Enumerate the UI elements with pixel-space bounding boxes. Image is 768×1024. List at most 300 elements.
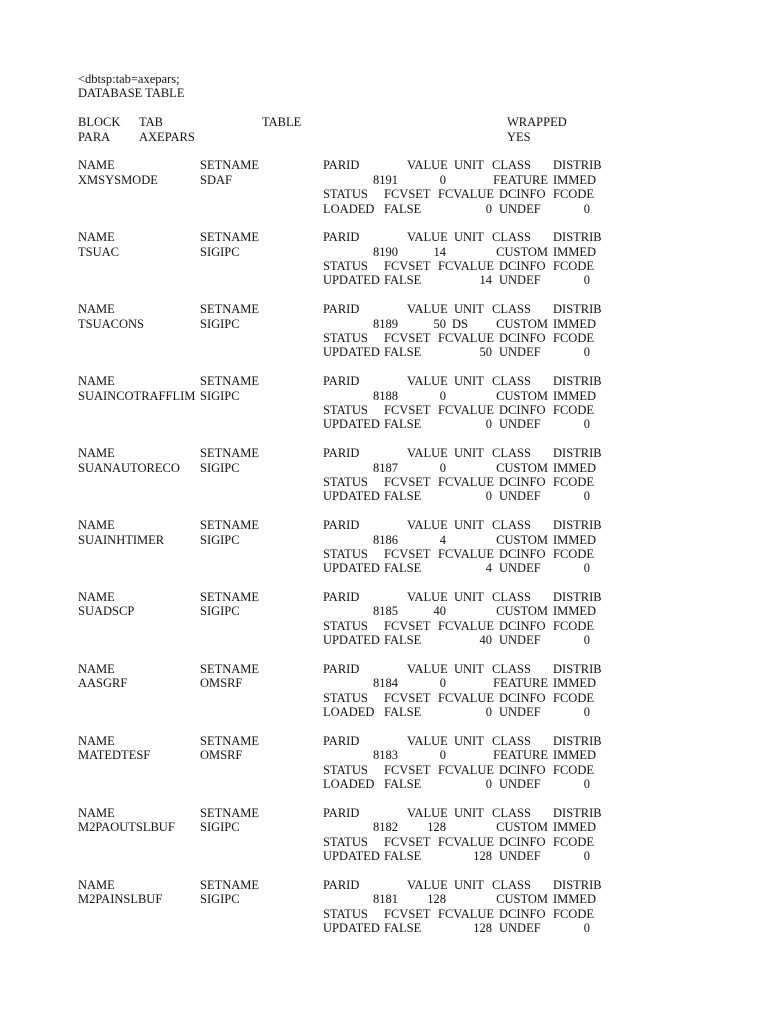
record-values-line (78, 892, 758, 906)
parameter-record (78, 863, 758, 935)
name-label: NAME (78, 805, 115, 820)
spacer (78, 144, 758, 158)
param-fcvset: FALSE (384, 273, 422, 288)
distrib-label: DISTRIB (553, 518, 602, 533)
param-parid: 8185 (373, 604, 398, 619)
param-fcvset: FALSE (384, 489, 422, 504)
value-label: VALUE (407, 877, 448, 892)
param-value: 4 (439, 532, 446, 547)
spacer (78, 504, 758, 518)
fcvset-label: FCVSET (384, 187, 431, 202)
param-fcvalue: 0 (485, 777, 492, 792)
param-status: UPDATED (323, 273, 380, 288)
param-dcinfo: UNDEF (499, 921, 541, 936)
table-title: DATABASE TABLE (78, 86, 185, 101)
param-status: UPDATED (323, 921, 380, 936)
value-label: VALUE (407, 662, 448, 677)
parid-label: PARID (323, 158, 360, 173)
col-table-label: TABLE (262, 115, 302, 130)
fcode-label: FCODE (553, 187, 594, 202)
unit-label: UNIT (454, 230, 484, 245)
name-label: NAME (78, 374, 115, 389)
record-header-line (78, 590, 758, 604)
unit-label: UNIT (454, 374, 484, 389)
parameter-record (78, 648, 758, 720)
param-fcvset: FALSE (384, 777, 422, 792)
record-values-line (78, 604, 758, 618)
tab-value: AXEPARS (139, 129, 195, 144)
parameter-record (78, 216, 758, 288)
param-class: CUSTOM (496, 460, 548, 475)
class-label: CLASS (492, 733, 531, 748)
dcinfo-label: DCINFO (499, 762, 546, 777)
param-parid: 8190 (373, 244, 398, 259)
name-label: NAME (78, 158, 115, 173)
class-label: CLASS (492, 590, 531, 605)
command-text: <dbtsp:tab=axepars; (78, 72, 180, 86)
param-name: M2PAOUTSLBUF (78, 820, 175, 835)
status-label: STATUS (323, 187, 368, 202)
distrib-label: DISTRIB (553, 230, 602, 245)
name-label: NAME (78, 230, 115, 245)
record-status-header-line (78, 331, 758, 345)
param-setname: SDAF (200, 172, 232, 187)
fcode-label: FCODE (553, 331, 594, 346)
param-dcinfo: UNDEF (499, 489, 541, 504)
class-label: CLASS (492, 805, 531, 820)
param-value: 0 (439, 460, 446, 475)
param-distrib: IMMED (553, 532, 597, 547)
fcode-label: FCODE (553, 546, 594, 561)
class-label: CLASS (492, 662, 531, 677)
header-command-line (78, 72, 758, 86)
param-status: UPDATED (323, 561, 380, 576)
parid-label: PARID (323, 590, 360, 605)
fcvset-label: FCVSET (384, 834, 431, 849)
record-status-header-line (78, 259, 758, 273)
param-parid: 8181 (373, 892, 398, 907)
parameter-record (78, 504, 758, 576)
record-header-line (78, 662, 758, 676)
distrib-label: DISTRIB (553, 446, 602, 461)
value-label: VALUE (407, 518, 448, 533)
fcvalue-label: FCVALUE (438, 402, 495, 417)
status-label: STATUS (323, 834, 368, 849)
param-fcode: 0 (583, 417, 590, 432)
status-label: STATUS (323, 906, 368, 921)
parameter-record (78, 576, 758, 648)
param-fcvalue: 0 (485, 489, 492, 504)
param-setname: SIGIPC (200, 460, 240, 475)
dcinfo-label: DCINFO (499, 834, 546, 849)
param-dcinfo: UNDEF (499, 201, 541, 216)
dcinfo-label: DCINFO (499, 690, 546, 705)
param-class: FEATURE (493, 172, 548, 187)
parid-label: PARID (323, 877, 360, 892)
param-distrib: IMMED (553, 820, 597, 835)
param-setname: SIGIPC (200, 892, 240, 907)
record-header-line (78, 230, 758, 244)
value-label: VALUE (407, 302, 448, 317)
class-label: CLASS (492, 446, 531, 461)
param-dcinfo: UNDEF (499, 273, 541, 288)
record-status-header-line (78, 619, 758, 633)
param-distrib: IMMED (553, 316, 597, 331)
param-fcode: 0 (583, 633, 590, 648)
param-dcinfo: UNDEF (499, 561, 541, 576)
param-fcvalue: 4 (485, 561, 492, 576)
param-status: UPDATED (323, 489, 380, 504)
param-status: UPDATED (323, 345, 380, 360)
fcvalue-label: FCVALUE (438, 331, 495, 346)
fcvalue-label: FCVALUE (438, 906, 495, 921)
unit-label: UNIT (454, 590, 484, 605)
parid-label: PARID (323, 662, 360, 677)
name-label: NAME (78, 733, 115, 748)
record-status-header-line (78, 835, 758, 849)
record-status-values-line (78, 345, 758, 359)
param-name: AASGRF (78, 676, 128, 691)
record-status-header-line (78, 187, 758, 201)
param-fcode: 0 (583, 705, 590, 720)
spacer (78, 576, 758, 590)
unit-label: UNIT (454, 518, 484, 533)
status-label: STATUS (323, 402, 368, 417)
param-setname: SIGIPC (200, 316, 240, 331)
status-label: STATUS (323, 546, 368, 561)
param-distrib: IMMED (553, 460, 597, 475)
param-class: CUSTOM (496, 820, 548, 835)
dcinfo-label: DCINFO (499, 259, 546, 274)
fcode-label: FCODE (553, 690, 594, 705)
param-parid: 8183 (373, 748, 398, 763)
unit-label: UNIT (454, 877, 484, 892)
param-fcode: 0 (583, 489, 590, 504)
name-label: NAME (78, 302, 115, 317)
param-fcvset: FALSE (384, 201, 422, 216)
dcinfo-label: DCINFO (499, 474, 546, 489)
value-label: VALUE (407, 805, 448, 820)
setname-label: SETNAME (200, 446, 260, 461)
setname-label: SETNAME (200, 877, 260, 892)
fcvset-label: FCVSET (384, 402, 431, 417)
param-fcode: 0 (583, 345, 590, 360)
record-values-line (78, 533, 758, 547)
setname-label: SETNAME (200, 733, 260, 748)
parid-label: PARID (323, 446, 360, 461)
col-tab-label: TAB (139, 115, 163, 130)
param-setname: SIGIPC (200, 604, 240, 619)
value-label: VALUE (407, 590, 448, 605)
param-value: 50 (433, 316, 446, 331)
status-label: STATUS (323, 762, 368, 777)
unit-label: UNIT (454, 158, 484, 173)
param-fcvalue: 50 (479, 345, 492, 360)
fcvset-label: FCVSET (384, 546, 431, 561)
fcode-label: FCODE (553, 259, 594, 274)
record-status-values-line (78, 777, 758, 791)
param-setname: OMSRF (200, 748, 243, 763)
parameter-record (78, 144, 758, 216)
param-dcinfo: UNDEF (499, 633, 541, 648)
record-status-values-line (78, 561, 758, 575)
parid-label: PARID (323, 518, 360, 533)
record-status-values-line (78, 417, 758, 431)
parid-label: PARID (323, 805, 360, 820)
param-name: SUANAUTORECO (78, 460, 180, 475)
parameter-record (78, 432, 758, 504)
param-distrib: IMMED (553, 892, 597, 907)
status-label: STATUS (323, 618, 368, 633)
col-block-label: BLOCK (78, 115, 121, 130)
unit-label: UNIT (454, 733, 484, 748)
parid-label: PARID (323, 374, 360, 389)
records-list (78, 144, 758, 935)
header-columns-line (78, 115, 758, 129)
fcvalue-label: FCVALUE (438, 690, 495, 705)
record-status-header-line (78, 403, 758, 417)
distrib-label: DISTRIB (553, 374, 602, 389)
record-header-line (78, 302, 758, 316)
param-status: LOADED (323, 777, 375, 792)
param-name: SUAINCOTRAFFLIM (78, 388, 196, 403)
name-label: NAME (78, 662, 115, 677)
param-class: CUSTOM (496, 316, 548, 331)
param-name: MATEDTESF (78, 748, 151, 763)
param-name: XMSYSMODE (78, 172, 158, 187)
param-status: UPDATED (323, 417, 380, 432)
distrib-label: DISTRIB (553, 302, 602, 317)
record-status-values-line (78, 921, 758, 935)
record-header-line (78, 374, 758, 388)
spacer (78, 863, 758, 877)
setname-label: SETNAME (200, 805, 260, 820)
param-name: TSUACONS (78, 316, 144, 331)
param-fcode: 0 (583, 561, 590, 576)
spacer (78, 648, 758, 662)
record-status-header-line (78, 547, 758, 561)
param-fcvalue: 128 (473, 921, 492, 936)
param-parid: 8188 (373, 388, 398, 403)
status-label: STATUS (323, 474, 368, 489)
param-fcvalue: 0 (485, 201, 492, 216)
fcode-label: FCODE (553, 906, 594, 921)
distrib-label: DISTRIB (553, 590, 602, 605)
param-fcode: 0 (583, 273, 590, 288)
param-class: CUSTOM (496, 532, 548, 547)
param-value: 0 (439, 748, 446, 763)
setname-label: SETNAME (200, 158, 260, 173)
record-values-line (78, 173, 758, 187)
fcvset-label: FCVSET (384, 690, 431, 705)
param-class: CUSTOM (496, 604, 548, 619)
param-fcvset: FALSE (384, 345, 422, 360)
setname-label: SETNAME (200, 230, 260, 245)
param-value: 128 (427, 820, 446, 835)
param-value: 40 (433, 604, 446, 619)
param-setname: SIGIPC (200, 532, 240, 547)
param-dcinfo: UNDEF (499, 705, 541, 720)
param-fcvset: FALSE (384, 417, 422, 432)
param-fcvset: FALSE (384, 705, 422, 720)
record-status-header-line (78, 691, 758, 705)
setname-label: SETNAME (200, 374, 260, 389)
record-status-values-line (78, 849, 758, 863)
param-distrib: IMMED (553, 172, 597, 187)
param-distrib: IMMED (553, 244, 597, 259)
record-values-line (78, 676, 758, 690)
fcvalue-label: FCVALUE (438, 474, 495, 489)
class-label: CLASS (492, 374, 531, 389)
unit-label: UNIT (454, 805, 484, 820)
spacer (78, 792, 758, 806)
record-values-line (78, 317, 758, 331)
param-dcinfo: UNDEF (499, 777, 541, 792)
status-label: STATUS (323, 690, 368, 705)
param-value: 0 (439, 388, 446, 403)
unit-label: UNIT (454, 302, 484, 317)
spacer (78, 101, 758, 115)
fcvset-label: FCVSET (384, 474, 431, 489)
parameter-record (78, 792, 758, 864)
distrib-label: DISTRIB (553, 805, 602, 820)
param-distrib: IMMED (553, 388, 597, 403)
header-values-line (78, 130, 758, 144)
class-label: CLASS (492, 158, 531, 173)
param-name: SUAINHTIMER (78, 532, 165, 547)
param-class: CUSTOM (496, 388, 548, 403)
distrib-label: DISTRIB (553, 662, 602, 677)
param-parid: 8187 (373, 460, 398, 475)
parid-label: PARID (323, 230, 360, 245)
class-label: CLASS (492, 230, 531, 245)
record-status-header-line (78, 907, 758, 921)
param-fcode: 0 (583, 921, 590, 936)
record-values-line (78, 389, 758, 403)
wrapped-value: YES (507, 129, 531, 144)
fcvalue-label: FCVALUE (438, 546, 495, 561)
name-label: NAME (78, 518, 115, 533)
record-values-line (78, 748, 758, 762)
param-dcinfo: UNDEF (499, 849, 541, 864)
spacer (78, 360, 758, 374)
distrib-label: DISTRIB (553, 158, 602, 173)
parameter-record (78, 720, 758, 792)
fcvset-label: FCVSET (384, 906, 431, 921)
header-title-line (78, 86, 758, 100)
name-label: NAME (78, 446, 115, 461)
param-fcode: 0 (583, 777, 590, 792)
param-setname: SIGIPC (200, 244, 240, 259)
param-name: SUADSCP (78, 604, 135, 619)
param-unit: DS (452, 316, 468, 331)
param-fcvset: FALSE (384, 561, 422, 576)
value-label: VALUE (407, 158, 448, 173)
param-name: TSUAC (78, 244, 119, 259)
param-fcvset: FALSE (384, 921, 422, 936)
fcvalue-label: FCVALUE (438, 259, 495, 274)
setname-label: SETNAME (200, 590, 260, 605)
dcinfo-label: DCINFO (499, 402, 546, 417)
param-parid: 8191 (373, 172, 398, 187)
record-status-values-line (78, 633, 758, 647)
record-status-values-line (78, 273, 758, 287)
fcvalue-label: FCVALUE (438, 834, 495, 849)
unit-label: UNIT (454, 446, 484, 461)
value-label: VALUE (407, 446, 448, 461)
record-header-line (78, 806, 758, 820)
fcvalue-label: FCVALUE (438, 187, 495, 202)
record-status-header-line (78, 763, 758, 777)
fcvalue-label: FCVALUE (438, 618, 495, 633)
param-fcvset: FALSE (384, 849, 422, 864)
class-label: CLASS (492, 518, 531, 533)
printout-page (78, 72, 758, 935)
record-status-values-line (78, 489, 758, 503)
param-setname: SIGIPC (200, 388, 240, 403)
fcvset-label: FCVSET (384, 762, 431, 777)
param-distrib: IMMED (553, 676, 597, 691)
param-parid: 8184 (373, 676, 398, 691)
parameter-record (78, 288, 758, 360)
spacer (78, 720, 758, 734)
param-fcode: 0 (583, 201, 590, 216)
param-value: 0 (439, 676, 446, 691)
param-dcinfo: UNDEF (499, 345, 541, 360)
fcode-label: FCODE (553, 474, 594, 489)
param-fcvset: FALSE (384, 633, 422, 648)
param-parid: 8182 (373, 820, 398, 835)
unit-label: UNIT (454, 662, 484, 677)
param-value: 14 (433, 244, 446, 259)
fcvset-label: FCVSET (384, 618, 431, 633)
param-dcinfo: UNDEF (499, 417, 541, 432)
param-fcvalue: 14 (479, 273, 492, 288)
record-values-line (78, 245, 758, 259)
param-class: FEATURE (493, 748, 548, 763)
param-fcvalue: 0 (485, 417, 492, 432)
parameter-record (78, 360, 758, 432)
setname-label: SETNAME (200, 662, 260, 677)
record-header-line (78, 518, 758, 532)
record-status-header-line (78, 475, 758, 489)
param-name: M2PAINSLBUF (78, 892, 163, 907)
param-status: UPDATED (323, 849, 380, 864)
dcinfo-label: DCINFO (499, 618, 546, 633)
name-label: NAME (78, 877, 115, 892)
spacer (78, 432, 758, 446)
setname-label: SETNAME (200, 518, 260, 533)
param-setname: OMSRF (200, 676, 243, 691)
record-header-line (78, 734, 758, 748)
record-values-line (78, 461, 758, 475)
param-setname: SIGIPC (200, 820, 240, 835)
param-fcvalue: 40 (479, 633, 492, 648)
param-class: CUSTOM (496, 892, 548, 907)
parid-label: PARID (323, 302, 360, 317)
param-fcvalue: 0 (485, 705, 492, 720)
status-label: STATUS (323, 259, 368, 274)
param-distrib: IMMED (553, 604, 597, 619)
record-status-values-line (78, 705, 758, 719)
status-label: STATUS (323, 331, 368, 346)
dcinfo-label: DCINFO (499, 546, 546, 561)
param-fcode: 0 (583, 849, 590, 864)
fcode-label: FCODE (553, 762, 594, 777)
param-class: FEATURE (493, 676, 548, 691)
col-wrapped-label: WRAPPED (507, 115, 567, 130)
class-label: CLASS (492, 877, 531, 892)
